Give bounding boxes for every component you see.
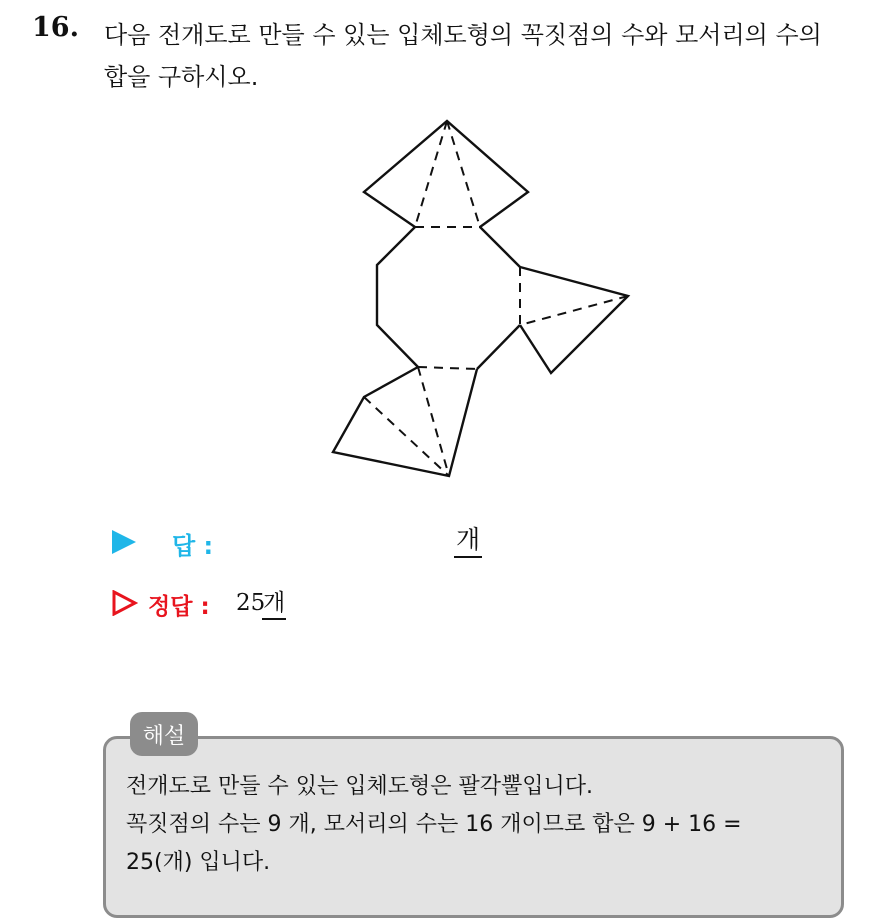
octagon-base bbox=[377, 227, 418, 367]
answer-row bbox=[112, 524, 612, 560]
play-outline-icon bbox=[112, 590, 138, 616]
octagon-base-right-lower bbox=[477, 325, 520, 369]
question-line-2: 합을 구하시오. bbox=[104, 63, 259, 91]
explanation-line-2: 꼭짓점의 수는 9 개, 모서리의 수는 16 개이므로 합은 9 + 16 = bbox=[126, 812, 742, 837]
fold-line bbox=[418, 367, 449, 476]
correct-answer-unit: 개 bbox=[262, 588, 286, 620]
correct-answer-value: 25 bbox=[236, 590, 266, 616]
play-icon bbox=[112, 530, 136, 554]
bottom-triangles bbox=[333, 367, 477, 476]
answer-label: 답 : bbox=[172, 532, 214, 560]
answer-unit[interactable]: 개 bbox=[454, 524, 482, 558]
correct-answer-row bbox=[112, 586, 612, 622]
explanation-text bbox=[126, 768, 841, 882]
right-triangle bbox=[520, 267, 628, 373]
fold-line bbox=[415, 121, 447, 227]
top-triangles bbox=[364, 121, 528, 227]
correct-answer-label: 정답 : bbox=[148, 594, 210, 620]
explanation-line-3: 25(개) 입니다. bbox=[126, 850, 271, 875]
question-line-1: 다음 전개도로 만들 수 있는 입체도형의 꼭짓점의 수와 모서리의 수의 bbox=[104, 21, 822, 49]
octagon-base-right-upper bbox=[480, 227, 520, 267]
fold-line bbox=[364, 397, 449, 476]
fold-line bbox=[418, 367, 477, 369]
explanation-line-1: 전개도로 만들 수 있는 입체도형은 팔각뿔입니다. bbox=[126, 774, 594, 799]
fold-line bbox=[520, 296, 628, 325]
question-number: 16. bbox=[32, 12, 79, 43]
explanation-tag: 해설 bbox=[130, 712, 198, 756]
